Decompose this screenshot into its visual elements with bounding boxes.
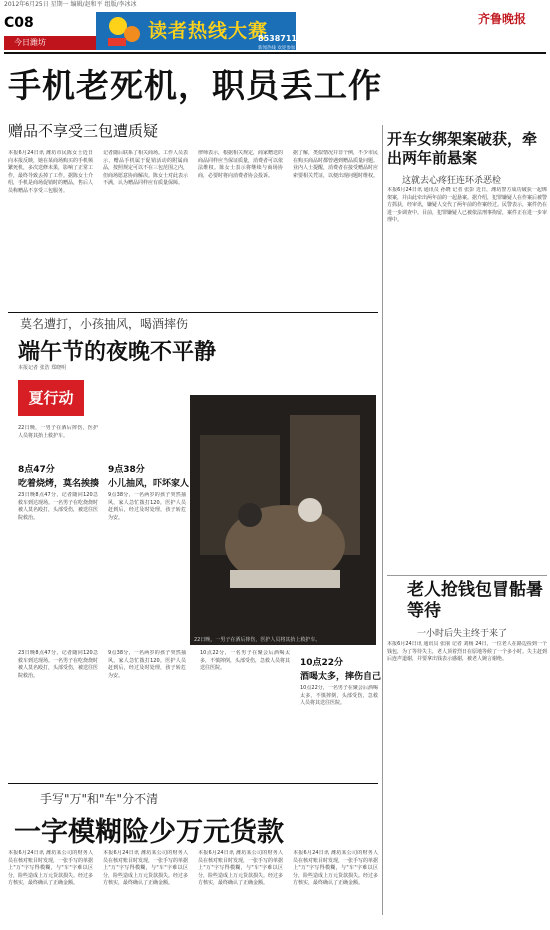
item3-text: 10点22分，一名男子在聚会后酒喝太多，不慎摔倒，头部受伤，急救人员将其送往医院。	[300, 685, 378, 707]
story3-column-2: 本报6月24日讯 潍坊某公司的财务人员在核对账目时发现，一张手写的单据上"万"字写得模糊，与"车"字难以区分，险些造成上万元货款损失。经过多方核实，最终确认了正确金额。	[103, 850, 188, 887]
item1-text: 23日晚8点47分，记者随同120急救车到达现场。一名男子在吃烧烧时被人莫名殴打，头部受伤，被送往医院救治。	[18, 492, 98, 521]
right-story2-title: 老人抢钱包冒骷暑等待	[407, 580, 543, 621]
section-rule-2	[8, 783, 378, 784]
header-dateline: 2012年6月25日 星期一 编辑/赵和平 组版/李冰冰	[4, 1, 137, 8]
summer-action-badge: 夏行动	[18, 380, 84, 416]
item2-title: 小儿抽风，吓坏家人	[108, 479, 190, 489]
story2-cont-col2: 9点38分，一名两岁的孩子突然抽风，家人急忙拨打120。医护人员赶到后，经过及时处理，孩子转危为安。	[108, 650, 186, 679]
banner-subtitle: 新闻热线 欢迎参加	[258, 46, 296, 51]
banner-title: 读者热线大赛	[148, 20, 269, 42]
newspaper-logo: 齐鲁晚报	[478, 12, 527, 26]
story2-headline: 端午节的夜晚不平静	[18, 340, 217, 365]
item1-time: 8点47分	[18, 465, 55, 475]
photo-caption: 22日晚，一男子在酒后摔伤，医护人员将其抬上救护车。	[194, 637, 321, 643]
right-story1-body: 本报6月24日讯 通讯员 孙晓 记者 张彭 近日，潍坊警方成功破获一起绑架案，并由此牵出两年前的一起悬案。据介绍，犯罪嫌疑人在作案后被警方抓获，经审讯，嫌疑人交代了两年前的作案经过。民警表示，案件仍在进一步调查中。目前，犯罪嫌疑人已被依法刑事拘留，案件正在进一步审理中。	[387, 187, 547, 224]
item2-time: 9点38分	[108, 465, 145, 475]
story3-column-3: 本报6月24日讯 潍坊某公司的财务人员在核对账目时发现，一张手写的单据上"万"字写得模糊，与"车"字难以区分，险些造成上万元货款损失。经过多方核实，最终确认了正确金额。	[198, 850, 283, 887]
item3-title: 酒喝太多，摔伤自己	[300, 672, 382, 682]
story3-kicker: 手写"万"和"车"分不清	[40, 792, 159, 806]
header-rule	[4, 52, 546, 54]
item3-time: 10点22分	[300, 658, 344, 668]
story3-headline: 一字模糊险少万元货款	[14, 817, 284, 848]
right-divider	[387, 575, 547, 576]
story2-kicker: 莫名遭打，小孩抽风，喝酒摔伤	[20, 317, 189, 331]
story3-column-1: 本报6月24日讯 潍坊某公司的财务人员在核对账目时发现，一张手写的单据上"万"字写得模糊，与"车"字难以区分，险些造成上万元货款损失。经过多方核实，最终确认了正确金额。	[8, 850, 93, 887]
column-divider	[382, 125, 383, 915]
story2-byline: 本报记者 张浩 郑晓明	[18, 365, 67, 371]
story1-column-1: 本报6月24日讯 潍坊市民陈女士近日向本报反映，她在某商场购买的手机频繁死机，多次送修未果，影响了正常工作，最终导致丢掉了工作。据陈女士介绍，手机是商场促销时的赠品，售后人员称赠品不享受三包服务。	[8, 150, 93, 194]
night-ambulance-photo	[190, 395, 376, 645]
right-story2-subtitle: 一小时后失主终于来了	[417, 629, 508, 639]
right-story1-subtitle: 这就去心疼狂连环杀恶检	[402, 176, 502, 186]
story1-column-2: 记者随后联系了相关商场。工作人员表示，赠品手机属于促销活动的附属商品，按照规定可以不在三包范围之内，但商场愿意协商解决。陈女士对此表示不满，认为赠品同样应有质量保障。	[103, 150, 188, 187]
right-story1-title: 开车女绑架案破获，牵出两年前悬案	[387, 130, 538, 167]
section-rule	[8, 312, 378, 313]
story1-headline: 手机老死机，职员丢工作	[8, 66, 382, 105]
page-number: C08	[4, 15, 34, 31]
mascot-icon	[104, 14, 144, 48]
story1-column-4: 据了解，类似情况并非个例，不少市民在购买商品时都曾遇到赠品质量问题。业内人士提醒，消费者在接受赠品时应索要相关凭证，以便出现问题时维权。	[293, 150, 378, 179]
right-story2-body: 本报6月24日讯 通讯员 张丽 记者 刘杨 24日，一位老人在路边捡到一个钱包，为了等待失主，老人顶着烈日在原地等候了一个多小时。失主赶到后连声道谢，并要拿出钱表示感谢，被老人婉言谢绝。	[387, 641, 547, 663]
banner-phone: 8538711 8073110	[258, 34, 339, 43]
story3-column-4: 本报6月24日讯 潍坊某公司的财务人员在核对账目时发现，一张手写的单据上"万"字写得模糊，与"车"字难以区分，险些造成上万元货款损失。经过多方核实，最终确认了正确金额。	[293, 850, 378, 887]
story1-subheadline: 赠品不享受三包遭质疑	[8, 122, 159, 140]
item2-text: 9点38分，一名两岁的孩子突然抽风，家人急忙拨打120。医护人员赶到后，经过及时处理，孩子转危为安。	[108, 492, 186, 521]
section-label: 今日潍坊	[4, 36, 96, 50]
story2-intro: 22日晚，一男子在酒后摔伤，医护人员将其抬上救护车。	[18, 425, 98, 439]
story1-column-3: 律师表示，根据相关规定，商家赠送的商品同样应当保证质量，消费者可以依法维权。陈女士表示将继续与商场协商，必要时将向消费者协会投诉。	[198, 150, 283, 179]
photo-illustration	[190, 395, 376, 645]
item1-title: 吃着烧烤，莫名挨揍	[18, 479, 100, 489]
story2-cont-col1: 23日晚8点47分，记者随同120急救车到达现场。一名男子在吃烧烧时被人莫名殴打，头部受伤，被送往医院救治。	[18, 650, 98, 679]
story2-cont-col3: 10点22分，一名男子在聚会后酒喝太多，不慎摔倒，头部受伤，急救人员将其送往医院。	[200, 650, 290, 672]
